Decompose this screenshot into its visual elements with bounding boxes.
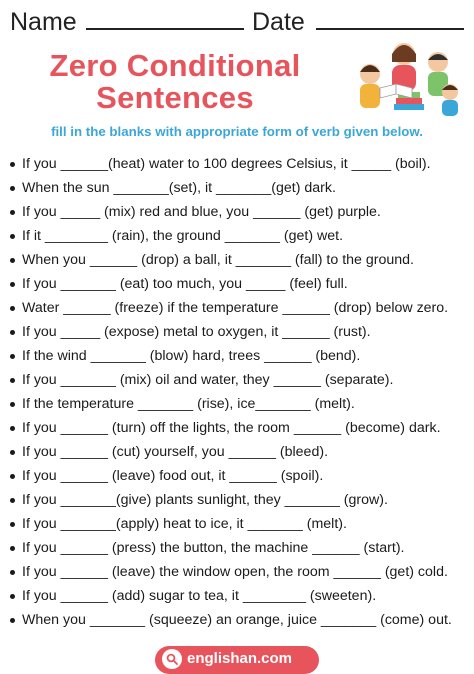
sentence-text: If you ______ (add) sugar to tea, it ________ (sweeten). <box>22 588 377 604</box>
page-title-line1: Zero Conditional <box>49 48 301 83</box>
list-item <box>10 536 468 560</box>
website-link[interactable]: englishan.com <box>187 650 293 667</box>
sentence-text: If you ______ (turn) off the lights, the room ______ (become) dark. <box>22 420 441 436</box>
bullet-icon <box>10 618 15 623</box>
sentence-text: If you _______ (eat) too much, you _____ (feel) full. <box>22 276 348 292</box>
sentence-text: Water ______ (freeze) if the temperature ______ (drop) below zero. <box>22 300 449 316</box>
list-item <box>10 344 468 368</box>
list-item <box>10 584 468 608</box>
list-item <box>10 440 468 464</box>
list-item <box>10 248 468 272</box>
bullet-icon <box>10 474 15 479</box>
bullet-icon <box>10 450 15 455</box>
sentence-text: If you ______ (cut) yourself, you ______ (bleed). <box>22 444 329 460</box>
bullet-icon <box>10 378 15 383</box>
list-item <box>10 152 468 176</box>
list-item <box>10 296 468 320</box>
sentence-text: If you _____ (mix) red and blue, you ______ (get) purple. <box>22 204 381 220</box>
sentence-text: If you _______(give) plants sunlight, they _______ (grow). <box>22 492 388 508</box>
list-item <box>10 488 468 512</box>
sentence-text: If you _____ (expose) metal to oxygen, it ______ (rust). <box>22 324 371 340</box>
name-label: Name <box>10 8 77 36</box>
list-item <box>10 416 468 440</box>
bullet-icon <box>10 330 15 335</box>
list-item <box>10 512 468 536</box>
bullet-icon <box>10 186 15 191</box>
name-line <box>86 28 244 30</box>
sentence-text: When the sun _______(set), it _______(get) dark. <box>22 180 336 196</box>
list-item <box>10 200 468 224</box>
list-item <box>10 320 468 344</box>
sentence-text: If you ______ (press) the button, the machine ______ (start). <box>22 540 405 556</box>
date-label: Date <box>252 8 305 36</box>
sentence-text: If you ______ (leave) the window open, the room ______ (get) cold. <box>22 564 448 580</box>
sentence-text: If you _______ (mix) oil and water, they ______ (separate). <box>22 372 394 388</box>
sentence-text: If you ______ (leave) food out, it ______ (spoil). <box>22 468 324 484</box>
bullet-icon <box>10 210 15 215</box>
bullet-icon <box>10 402 15 407</box>
bullet-icon <box>10 354 15 359</box>
list-item <box>10 368 468 392</box>
bullet-icon <box>10 162 15 167</box>
bullet-icon <box>10 258 15 263</box>
sentence-text: If it ________ (rain), the ground _______ (get) wet. <box>22 228 344 244</box>
list-item <box>10 224 468 248</box>
list-item <box>10 272 468 296</box>
bullet-icon <box>10 522 15 527</box>
sentence-text: If the temperature _______ (rise), ice_______ (melt). <box>22 396 355 412</box>
children-reading-illustration <box>346 32 468 120</box>
bullet-icon <box>10 546 15 551</box>
search-icon <box>162 649 182 669</box>
sentence-text: If you _______(apply) heat to ice, it _______ (melt). <box>22 516 347 532</box>
list-item <box>10 560 468 584</box>
list-item <box>10 176 468 200</box>
date-line <box>316 28 464 30</box>
bullet-icon <box>10 498 15 503</box>
sentence-text: When you ______ (drop) a ball, it _______ (fall) to the ground. <box>22 252 414 268</box>
bullet-icon <box>10 570 15 575</box>
bullet-icon <box>10 234 15 239</box>
instruction-text: fill in the blanks with appropriate form of verb given below. <box>51 124 423 139</box>
sentence-list <box>10 152 468 632</box>
list-item <box>10 464 468 488</box>
sentence-text: When you _______ (squeeze) an orange, juice _______ (come) out. <box>22 612 452 628</box>
page-title-line2: Sentences <box>96 80 254 115</box>
list-item <box>10 392 468 416</box>
bullet-icon <box>10 282 15 287</box>
sentence-text: If you ______(heat) water to 100 degrees Celsius, it _____ (boil). <box>22 156 431 172</box>
sentence-text: If the wind _______ (blow) hard, trees ______ (bend). <box>22 348 361 364</box>
bullet-icon <box>10 594 15 599</box>
list-item <box>10 608 468 632</box>
bullet-icon <box>10 426 15 431</box>
bullet-icon <box>10 306 15 311</box>
